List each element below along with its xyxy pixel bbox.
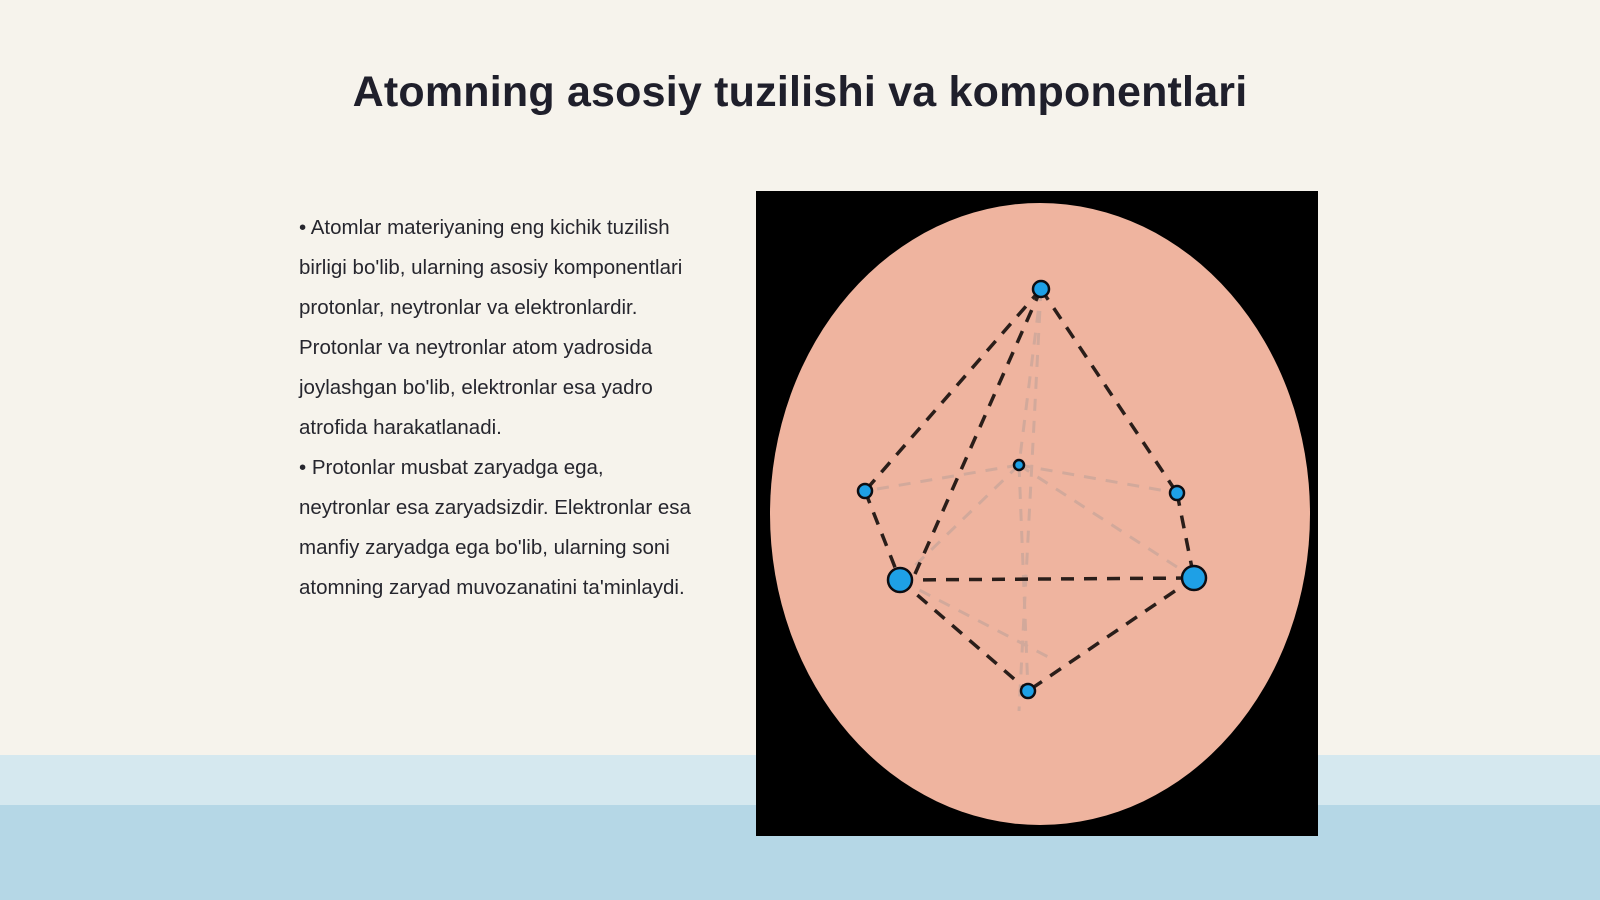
node-center (1014, 460, 1024, 470)
node-lower-left (888, 568, 912, 592)
atom-structure-diagram-icon (756, 191, 1318, 836)
node-top (1033, 281, 1049, 297)
node-lower-right (1182, 566, 1206, 590)
node-bottom (1021, 684, 1035, 698)
atom-figure (756, 191, 1318, 836)
slide-title: Atomning asosiy tuzilishi va komponentlari (352, 68, 1248, 116)
node-left (858, 484, 872, 498)
bullet-paragraph-1: • Atomlar materiyaning eng kichik tuzilish birligi bo'lib, ularning asosiy komponentlari protonlar, neytronlar va elektronlardir. Protonlar va neytronlar atom yadrosida joylashgan bo'lib, elektronlar esa yadro atrofida harakatlanadi. (299, 216, 683, 439)
node-right (1170, 486, 1184, 500)
bullet-text-block (299, 208, 699, 608)
bullet-paragraph-2: • Protonlar musbat zaryadga ega, neytronlar esa zaryadsizdir. Elektronlar esa manfiy zaryadga ega bo'lib, ularning soni atomning zaryad muvozanatini ta'minlaydi. (299, 456, 691, 599)
